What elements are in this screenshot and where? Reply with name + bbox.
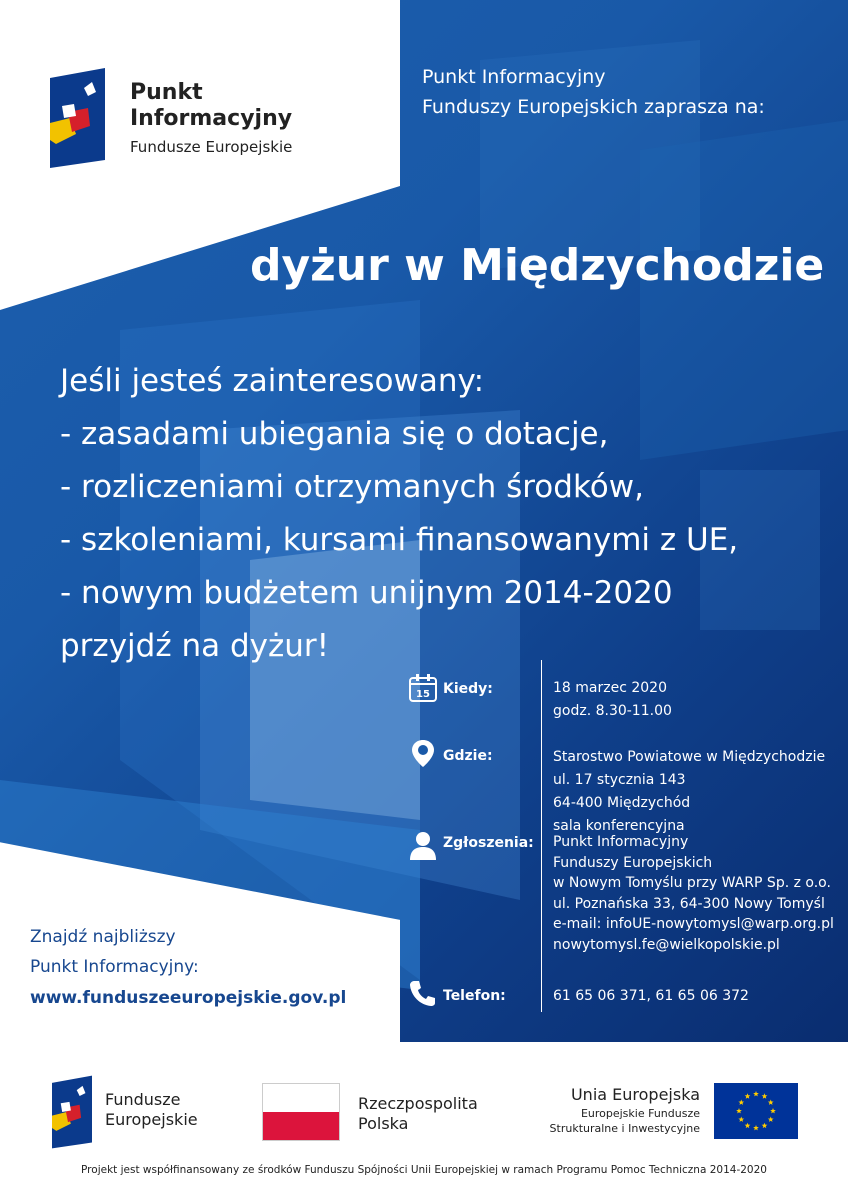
interest-line: - szkoleniami, kursami finansowanymi z UE, — [60, 522, 739, 558]
where-line: 64-400 Międzychód — [553, 795, 691, 811]
registration-line: Funduszy Europejskich — [553, 854, 713, 871]
interest-list — [60, 355, 738, 673]
logo-subtitle: Fundusze Europejskie — [130, 138, 293, 156]
where-line: ul. 17 stycznia 143 — [553, 772, 686, 788]
fundusze-europejskie-label — [105, 1090, 198, 1130]
when-value — [553, 677, 672, 723]
funding-disclaimer: Projekt jest współfinansowany ze środków Funduszu Spójności Unii Europejskiej w ramach Programu Pomoc Techniczna 2014-2020 — [81, 1164, 767, 1176]
logo-title-line1: Punkt — [130, 80, 203, 105]
logo-title — [130, 80, 292, 132]
when-date: 18 marzec 2020 — [553, 680, 667, 696]
phone-label: Telefon: — [443, 988, 506, 1004]
find-line1: Znajdź najbliższy — [30, 927, 176, 947]
person-icon — [408, 830, 438, 860]
registration-label: Zgłoszenia: — [443, 835, 534, 851]
registration-email: nowytomysl.fe@wielkopolskie.pl — [553, 936, 780, 953]
registration-line: Punkt Informacyjny — [553, 834, 689, 850]
phone-value: 61 65 06 371, 61 65 06 372 — [553, 988, 749, 1004]
location-pin-icon — [408, 738, 438, 768]
fundusze-europejskie-flag-icon — [50, 68, 105, 168]
rzeczpospolita-polska-label — [358, 1094, 478, 1134]
footer-logos — [0, 1042, 848, 1200]
fe-line2: Europejskie — [105, 1110, 198, 1129]
find-nearest-text — [30, 922, 199, 982]
interest-line: przyjdź na dyżur! — [60, 628, 330, 664]
details-divider — [541, 660, 542, 1012]
pl-line1: Rzeczpospolita — [358, 1094, 478, 1113]
eu-title: Unia Europejska — [570, 1085, 700, 1104]
find-line2: Punkt Informacyjny: — [30, 957, 199, 977]
registration-value — [553, 832, 834, 955]
invitation-text — [422, 62, 765, 122]
invitation-line1: Punkt Informacyjny — [422, 66, 606, 88]
fundusze-europejskie-flag-icon — [52, 1074, 92, 1150]
interest-line: - rozliczeniami otrzymanych środków, — [60, 469, 644, 505]
pl-line2: Polska — [358, 1114, 409, 1133]
eu-label — [500, 1084, 700, 1136]
where-label: Gdzie: — [443, 748, 493, 764]
interest-line: - nowym budżetem unijnym 2014-2020 — [60, 575, 673, 611]
registration-line: w Nowym Tomyślu przy WARP Sp. z o.o. — [553, 875, 831, 891]
where-value — [553, 746, 825, 838]
logo-title-line2: Informacyjny — [130, 106, 293, 131]
poland-flag-icon — [262, 1083, 340, 1141]
calendar-icon — [408, 673, 438, 703]
when-label: Kiedy: — [443, 681, 493, 697]
fe-line1: Fundusze — [105, 1090, 181, 1109]
website-link[interactable]: www.funduszeeuropejskie.gov.pl — [30, 988, 347, 1008]
invitation-line2: Funduszy Europejskich zaprasza na: — [422, 96, 765, 118]
registration-line: ul. Poznańska 33, 64-300 Nowy Tomyśl — [553, 895, 825, 912]
when-time: godz. 8.30-11.00 — [553, 703, 672, 719]
eu-sub2: Strukturalne i Inwestycyjne — [549, 1122, 700, 1135]
interest-line: Jeśli jesteś zainteresowany: — [60, 363, 485, 399]
punkt-informacyjny-logo — [50, 68, 350, 178]
where-line: sala konferencyjna — [553, 818, 685, 834]
eu-flag-icon — [714, 1083, 798, 1139]
where-line: Starostwo Powiatowe w Międzychodzie — [553, 749, 826, 765]
calendar-day: 15 — [416, 689, 430, 700]
event-headline: dyżur w Międzychodzie — [250, 240, 825, 291]
phone-icon — [408, 978, 438, 1008]
registration-email: e-mail: infoUE-nowytomysl@warp.org.pl — [553, 916, 834, 932]
eu-sub1: Europejskie Fundusze — [580, 1107, 700, 1120]
interest-line: - zasadami ubiegania się o dotacje, — [60, 416, 609, 452]
